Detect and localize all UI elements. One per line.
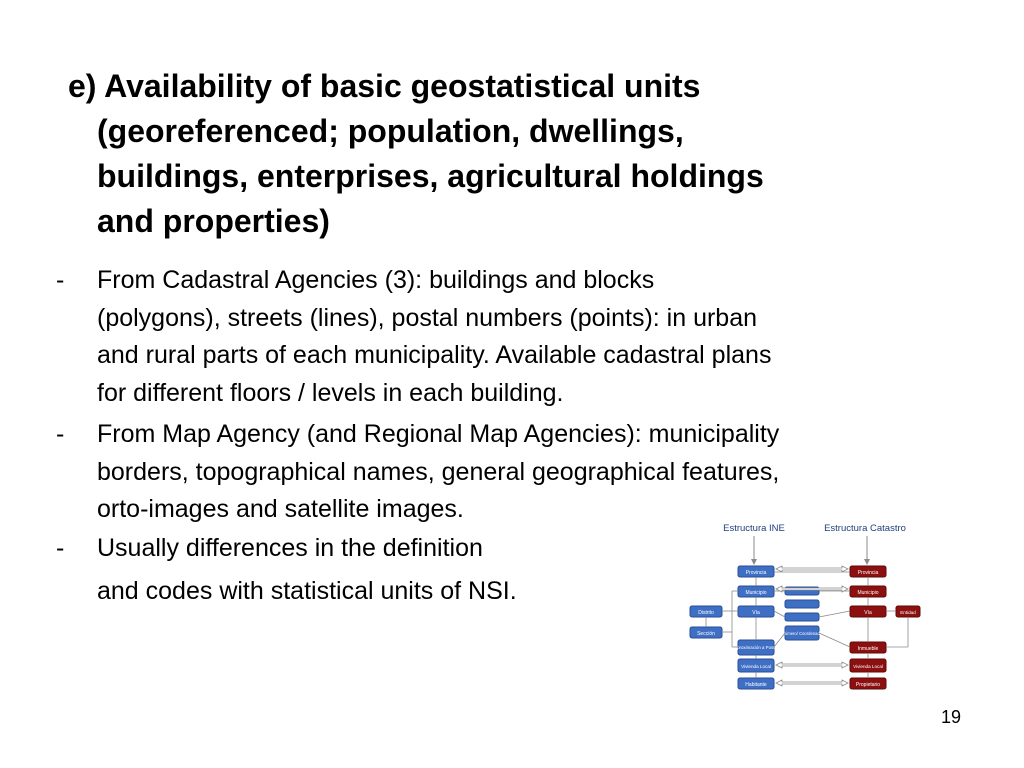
catastro-provincia-label: Provincia bbox=[857, 570, 879, 576]
ine-municipio-label: Municipio bbox=[745, 590, 767, 596]
structure-diagram bbox=[682, 516, 922, 696]
middle-numero-label: Número/ Coordenada bbox=[781, 631, 823, 636]
ine-seccion-label: Sección bbox=[697, 631, 715, 637]
ine-provincia-box bbox=[738, 566, 774, 577]
ine-vivienda-box bbox=[738, 659, 774, 672]
bullet-item-cadastral bbox=[56, 262, 976, 412]
heading-line-3: buildings, enterprises, agricultural holdings bbox=[97, 158, 764, 194]
catastro-municipio-box bbox=[850, 586, 886, 597]
bullet-line: for different floors / levels in each building. bbox=[97, 378, 564, 407]
slide-heading bbox=[68, 64, 968, 244]
ine-aproximacion-label: Aproximación a Postal bbox=[734, 645, 778, 650]
catastro-provincia-box bbox=[850, 566, 886, 577]
ine-distrito-label: Distrito bbox=[698, 610, 714, 616]
ine-vivienda-label: Vivienda Local bbox=[741, 664, 771, 669]
heading-line-4: and properties) bbox=[97, 203, 330, 239]
bullet-line: Usually differences in the definition bbox=[97, 533, 483, 562]
bullet-marker: - bbox=[56, 533, 65, 562]
middle-box-3 bbox=[785, 613, 819, 621]
bullet-line: From Map Agency (and Regional Map Agencies): municipality bbox=[97, 420, 780, 448]
bullet-line: borders, topographical names, general geographical features, bbox=[97, 457, 780, 486]
ine-aproximacion-box bbox=[734, 640, 778, 655]
heading-line-2: (georeferenced; population, dwellings, bbox=[97, 113, 684, 149]
bullet-line: orto-images and satellite images. bbox=[97, 495, 464, 523]
catastro-via-box bbox=[850, 606, 886, 617]
bullet-line: and codes with statistical units of NSI. bbox=[97, 577, 517, 605]
bullet-line: (polygons), streets (lines), postal numbers (points): in urban bbox=[97, 303, 758, 332]
bullet-marker: - bbox=[56, 420, 65, 448]
diagram-title-catastro: Estructura Catastro bbox=[824, 523, 906, 534]
diagram-title-ine: Estructura INE bbox=[723, 523, 785, 534]
page-number: 19 bbox=[940, 707, 961, 727]
catastro-entidad-box bbox=[896, 606, 920, 617]
bullet-text bbox=[97, 416, 976, 529]
middle-numero-box bbox=[782, 626, 823, 640]
catastro-inmueble-label: Inmueble bbox=[857, 646, 879, 652]
ine-habitante-label: Habitante bbox=[745, 682, 767, 688]
catastro-propietario-label: Propietario bbox=[855, 682, 881, 688]
ine-habitante-box bbox=[738, 678, 774, 689]
catastro-vivienda-box bbox=[850, 659, 886, 672]
catastro-inmueble-box bbox=[850, 642, 886, 653]
ine-via-box bbox=[738, 606, 774, 617]
bullet-line: From Cadastral Agencies (3): buildings and blocks bbox=[97, 266, 655, 294]
bullet-marker: - bbox=[56, 266, 65, 294]
catastro-propietario-box bbox=[850, 678, 886, 689]
ine-provincia-label: Provincia bbox=[745, 570, 767, 576]
ine-municipio-box bbox=[738, 586, 774, 597]
catastro-entidad-label: Entidad bbox=[900, 610, 916, 615]
catastro-vivienda-label: Vivienda Local bbox=[853, 664, 883, 669]
ine-distrito-box bbox=[690, 606, 722, 617]
bullet-text bbox=[97, 262, 976, 412]
catastro-via-label: Vía bbox=[864, 610, 872, 616]
catastro-municipio-label: Municipio bbox=[857, 590, 879, 596]
ine-seccion-box bbox=[690, 627, 722, 638]
middle-box-2 bbox=[785, 600, 819, 608]
heading-line-1: e) Availability of basic geostatistical units bbox=[68, 68, 701, 104]
ine-via-label: Vía bbox=[752, 610, 760, 616]
bullet-line: and rural parts of each municipality. Available cadastral plans bbox=[97, 341, 772, 369]
bullet-item-map-agency bbox=[56, 416, 976, 529]
